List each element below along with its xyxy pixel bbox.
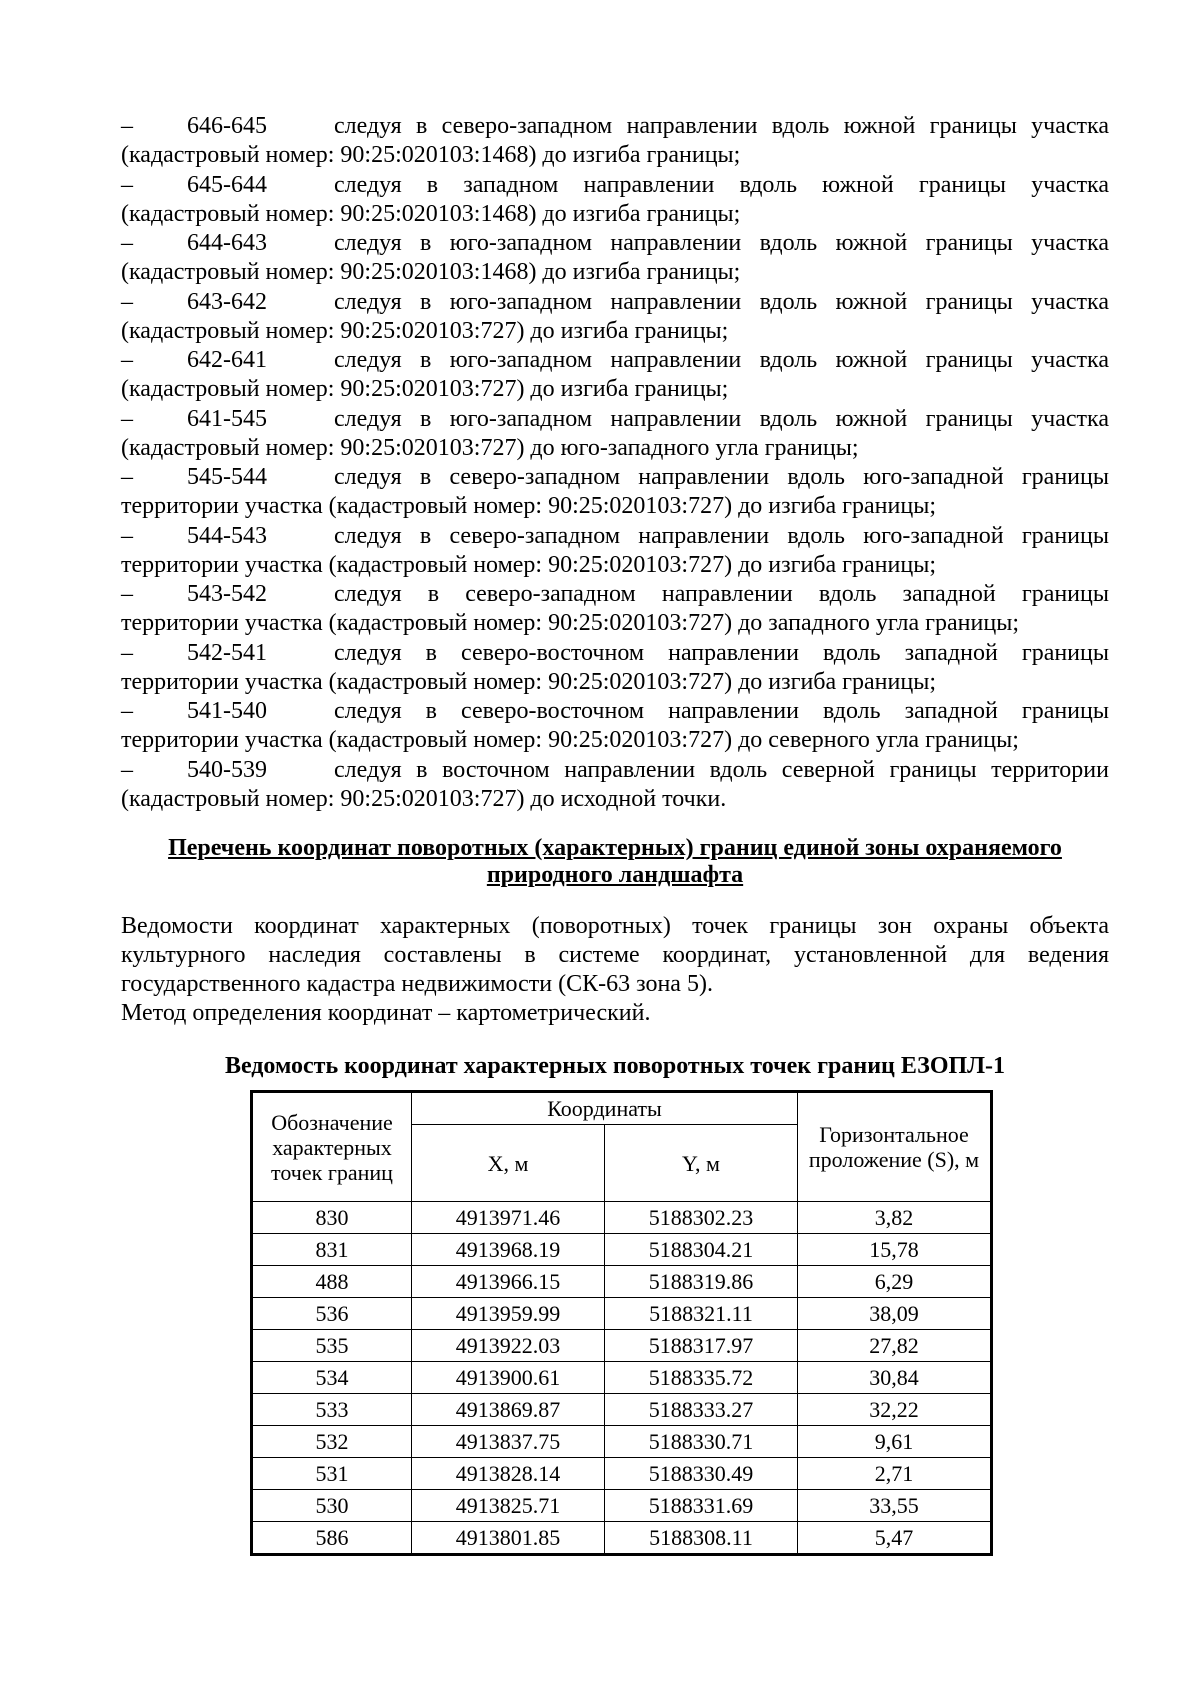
segment-direction: следуя в юго-западном направлении вдоль южной границы участка — [334, 288, 1109, 315]
segment-direction: следуя в юго-западном направлении вдоль южной границы участка — [334, 405, 1109, 432]
table-row — [252, 1394, 992, 1426]
point-cell: 532 — [252, 1426, 412, 1458]
boundary-segment — [121, 756, 1109, 814]
segment-points: 646-645 — [187, 113, 267, 139]
segment-points: 641-545 — [187, 405, 267, 432]
x-cell: 4913959.99 — [412, 1298, 605, 1330]
table-row — [252, 1362, 992, 1394]
x-cell: 4913825.71 — [412, 1490, 605, 1522]
y-cell: 5188331.69 — [605, 1490, 798, 1522]
segment-direction: следуя в северо-западном направлении вдоль западной границы — [334, 581, 1109, 607]
x-cell: 4913922.03 — [412, 1330, 605, 1362]
point-cell: 488 — [252, 1266, 412, 1298]
y-cell: 5188319.86 — [605, 1266, 798, 1298]
segment-cadastral: территории участка (кадастровый номер: 90:25:020103:727) до изгиба границы; — [121, 668, 936, 695]
boundary-segment — [121, 112, 1109, 170]
paragraph-line-1: Ведомости координат характерных (поворотных) точек границы зон охраны объекта — [121, 913, 1109, 939]
section-heading-line-2: природного ландшафта — [486, 862, 744, 888]
list-dash: – — [121, 698, 133, 724]
point-cell: 531 — [252, 1458, 412, 1490]
boundary-segment — [121, 229, 1109, 287]
segment-points: 642-641 — [187, 347, 267, 373]
y-cell: 5188304.21 — [605, 1234, 798, 1266]
table-row — [252, 1298, 992, 1330]
section-heading-line-1: Перечень координат поворотных (характерных) границ единой зоны охраняемого — [168, 835, 1062, 861]
x-cell: 4913837.75 — [412, 1426, 605, 1458]
distance-cell: 32,22 — [798, 1394, 992, 1426]
point-cell: 533 — [252, 1394, 412, 1426]
segment-cadastral: территории участка (кадастровый номер: 90:25:020103:727) до северного угла границы; — [121, 727, 1019, 753]
y-cell: 5188335.72 — [605, 1362, 798, 1394]
coordinates-table-body — [252, 1202, 992, 1555]
list-dash: – — [121, 288, 133, 315]
distance-cell: 2,71 — [798, 1458, 992, 1490]
segment-cadastral: (кадастровый номер: 90:25:020103:1468) до изгиба границы; — [121, 142, 741, 168]
point-cell: 535 — [252, 1330, 412, 1362]
segment-points: 540-539 — [187, 756, 267, 783]
segment-direction: следуя в восточном направлении вдоль северной границы территории — [334, 756, 1109, 783]
segment-direction: следуя в северо-западном направлении вдоль юго-западной границы — [334, 522, 1109, 549]
y-cell: 5188330.49 — [605, 1458, 798, 1490]
paragraph-line-2: культурного наследия составлены в системе координат, установленной для ведения — [121, 942, 1109, 968]
segment-points: 541-540 — [187, 698, 267, 724]
list-dash: – — [121, 113, 133, 139]
segment-direction: следуя в северо-восточном направлении вдоль западной границы — [334, 639, 1109, 666]
distance-cell: 6,29 — [798, 1266, 992, 1298]
segment-direction: следуя в северо-восточном направлении вдоль западной границы — [334, 698, 1109, 724]
list-dash: – — [121, 464, 133, 490]
segment-cadastral: (кадастровый номер: 90:25:020103:1468) до изгиба границы; — [121, 259, 741, 285]
point-cell: 530 — [252, 1490, 412, 1522]
y-cell: 5188302.23 — [605, 1202, 798, 1234]
boundary-segment — [121, 171, 1109, 229]
segment-points: 644-643 — [187, 230, 267, 256]
segment-points: 542-541 — [187, 639, 267, 666]
segment-points: 545-544 — [187, 464, 267, 490]
coordinates-table — [250, 1090, 993, 1556]
header-distance: Горизонтальное проложение (S), м — [798, 1092, 992, 1202]
point-cell: 534 — [252, 1362, 412, 1394]
distance-cell: 3,82 — [798, 1202, 992, 1234]
segment-direction: следуя в юго-западном направлении вдоль южной границы участка — [334, 347, 1109, 373]
header-x: X, м — [412, 1125, 605, 1202]
x-cell: 4913869.87 — [412, 1394, 605, 1426]
segment-direction: следуя в северо-западном направлении вдоль южной границы участка — [334, 113, 1109, 139]
x-cell: 4913971.46 — [412, 1202, 605, 1234]
distance-cell: 30,84 — [798, 1362, 992, 1394]
segment-points: 544-543 — [187, 522, 267, 549]
x-cell: 4913801.85 — [412, 1522, 605, 1555]
header-coordinates: Координаты — [412, 1092, 798, 1125]
table-row — [252, 1234, 992, 1266]
x-cell: 4913966.15 — [412, 1266, 605, 1298]
list-dash: – — [121, 405, 133, 432]
list-dash: – — [121, 171, 133, 198]
table-row — [252, 1458, 992, 1490]
boundary-segment — [121, 288, 1109, 346]
segment-direction: следуя в северо-западном направлении вдоль юго-западной границы — [334, 464, 1109, 490]
method-statement: Метод определения координат – картометрический. — [121, 1000, 651, 1026]
list-dash: – — [121, 522, 133, 549]
list-dash: – — [121, 347, 133, 373]
segment-points: 645-644 — [187, 171, 267, 198]
table-row — [252, 1522, 992, 1555]
y-cell: 5188308.11 — [605, 1522, 798, 1555]
boundary-segment — [121, 639, 1109, 697]
table-row — [252, 1266, 992, 1298]
y-cell: 5188317.97 — [605, 1330, 798, 1362]
table-title: Ведомость координат характерных поворотных точек границ ЕЗОПЛ-1 — [224, 1053, 1006, 1079]
distance-cell: 27,82 — [798, 1330, 992, 1362]
y-cell: 5188333.27 — [605, 1394, 798, 1426]
table-row — [252, 1202, 992, 1234]
distance-cell: 38,09 — [798, 1298, 992, 1330]
segment-direction: следуя в юго-западном направлении вдоль южной границы участка — [334, 230, 1109, 256]
list-dash: – — [121, 581, 133, 607]
segment-direction: следуя в западном направлении вдоль южной границы участка — [334, 171, 1109, 198]
distance-cell: 9,61 — [798, 1426, 992, 1458]
segment-cadastral: территории участка (кадастровый номер: 90:25:020103:727) до изгиба границы; — [121, 551, 936, 578]
segment-cadastral: (кадастровый номер: 90:25:020103:727) до юго-западного угла границы; — [121, 434, 859, 461]
distance-cell: 5,47 — [798, 1522, 992, 1555]
section-heading — [120, 835, 1110, 889]
segment-points: 643-642 — [187, 288, 267, 315]
list-dash: – — [121, 756, 133, 783]
boundary-segment — [121, 580, 1109, 638]
paragraph-line-3: государственного кадастра недвижимости (СК-63 зона 5). — [121, 971, 713, 997]
segment-cadastral: (кадастровый номер: 90:25:020103:1468) до изгиба границы; — [121, 200, 741, 227]
point-cell: 536 — [252, 1298, 412, 1330]
segment-points: 543-542 — [187, 581, 267, 607]
boundary-segment — [121, 346, 1109, 404]
point-cell: 586 — [252, 1522, 412, 1555]
segment-cadastral: территории участка (кадастровый номер: 90:25:020103:727) до западного угла границы; — [121, 610, 1019, 636]
coordinate-system-paragraph — [121, 912, 1109, 999]
list-dash: – — [121, 230, 133, 256]
header-y: Y, м — [605, 1125, 798, 1202]
distance-cell: 33,55 — [798, 1490, 992, 1522]
x-cell: 4913968.19 — [412, 1234, 605, 1266]
table-row — [252, 1426, 992, 1458]
boundary-segment — [121, 522, 1109, 580]
table-row — [252, 1490, 992, 1522]
segment-cadastral: (кадастровый номер: 90:25:020103:727) до изгиба границы; — [121, 317, 729, 344]
boundary-segment — [121, 697, 1109, 755]
x-cell: 4913828.14 — [412, 1458, 605, 1490]
segment-cadastral: (кадастровый номер: 90:25:020103:727) до исходной точки. — [121, 785, 727, 812]
point-cell: 830 — [252, 1202, 412, 1234]
header-designation: Обозначение характерных точек границ — [252, 1092, 412, 1202]
boundary-segment — [121, 463, 1109, 521]
table-row — [252, 1330, 992, 1362]
point-cell: 831 — [252, 1234, 412, 1266]
distance-cell: 15,78 — [798, 1234, 992, 1266]
y-cell: 5188330.71 — [605, 1426, 798, 1458]
segment-cadastral: (кадастровый номер: 90:25:020103:727) до изгиба границы; — [121, 376, 729, 402]
y-cell: 5188321.11 — [605, 1298, 798, 1330]
boundary-segment — [121, 405, 1109, 463]
list-dash: – — [121, 639, 133, 666]
segment-cadastral: территории участка (кадастровый номер: 90:25:020103:727) до изгиба границы; — [121, 493, 936, 519]
x-cell: 4913900.61 — [412, 1362, 605, 1394]
